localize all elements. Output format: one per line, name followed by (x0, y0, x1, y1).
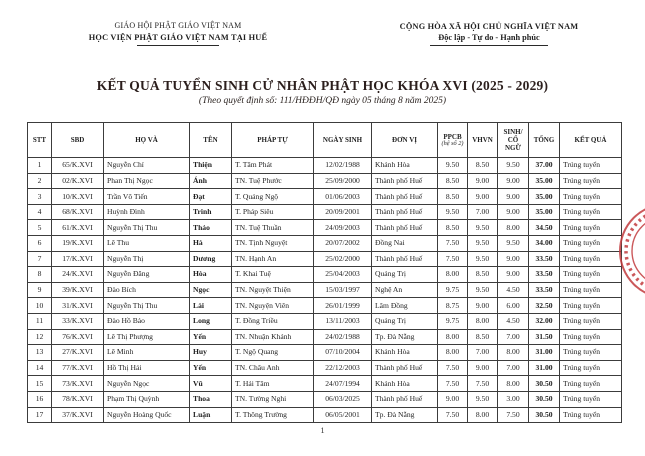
cell-sinh-co-ngu: 8.00 (498, 345, 529, 361)
cell-ten: Huy (190, 345, 232, 361)
table-row (28, 251, 622, 267)
cell-ket-qua: Trúng tuyển (560, 329, 622, 345)
cell-phap-tu: TN. Nguyện Viên (232, 298, 314, 314)
cell-ppcb: 7.50 (438, 235, 468, 251)
cell-sinh-co-ngu: 3.00 (498, 391, 529, 407)
table-row (28, 235, 622, 251)
cell-ten: Dương (190, 251, 232, 267)
cell-phap-tu: TN. Tường Nghi (232, 391, 314, 407)
cell-phap-tu: TN. Tuệ Thuần (232, 220, 314, 236)
cell-stt: 2 (28, 173, 52, 189)
cell-ngay-sinh: 24/07/1994 (314, 376, 372, 392)
cell-tong: 30.50 (529, 407, 560, 423)
cell-tong: 35.00 (529, 189, 560, 205)
cell-sinh-co-ngu: 4.50 (498, 282, 529, 298)
cell-ho-va: Trần Võ Tiến (104, 189, 190, 205)
cell-tong: 35.00 (529, 173, 560, 189)
cell-ket-qua: Trúng tuyển (560, 267, 622, 283)
cell-vhvn: 9.50 (468, 391, 498, 407)
cell-ppcb: 8.00 (438, 267, 468, 283)
cell-tong: 31.00 (529, 360, 560, 376)
cell-ten: Yến (190, 360, 232, 376)
cell-ho-va: Đào Bích (104, 282, 190, 298)
header-right-divider (430, 45, 548, 46)
table-row (28, 204, 622, 220)
cell-ten: Lài (190, 298, 232, 314)
cell-ngay-sinh: 12/02/1988 (314, 158, 372, 174)
cell-ho-va: Đào Hồ Bảo (104, 313, 190, 329)
republic-motto-line1: CỘNG HÒA XÃ HỘI CHỦ NGHĨA VIỆT NAM (399, 22, 579, 31)
table-row (28, 313, 622, 329)
cell-stt: 13 (28, 345, 52, 361)
cell-stt: 6 (28, 235, 52, 251)
cell-ten: Vũ (190, 376, 232, 392)
cell-vhvn: 7.00 (468, 204, 498, 220)
cell-ten: Hòa (190, 267, 232, 283)
cell-phap-tu: T. Quảng Ngộ (232, 189, 314, 205)
cell-sbd: 17/K.XVI (52, 251, 104, 267)
cell-ngay-sinh: 24/09/2003 (314, 220, 372, 236)
cell-stt: 8 (28, 267, 52, 283)
col-header-vhvn: VHVN (468, 123, 498, 158)
cell-phap-tu: TN. Nhuận Khánh (232, 329, 314, 345)
cell-ket-qua: Trúng tuyển (560, 158, 622, 174)
cell-ket-qua: Trúng tuyển (560, 376, 622, 392)
cell-don-vi: Thành phố Huế (372, 220, 438, 236)
cell-ngay-sinh: 25/09/2000 (314, 173, 372, 189)
cell-stt: 10 (28, 298, 52, 314)
col-header-sbd: SBD (52, 123, 104, 158)
cell-don-vi: Nghệ An (372, 282, 438, 298)
table-header (28, 123, 622, 158)
cell-sinh-co-ngu: 7.00 (498, 360, 529, 376)
cell-ppcb: 9.00 (438, 391, 468, 407)
table-row (28, 189, 622, 205)
cell-don-vi: Thành phố Huế (372, 251, 438, 267)
col-header-tong: TỔNG (529, 123, 560, 158)
cell-vhvn: 7.50 (468, 376, 498, 392)
cell-stt: 9 (28, 282, 52, 298)
cell-don-vi: Quảng Trị (372, 267, 438, 283)
institution-parent-line: GIÁO HỘI PHẬT GIÁO VIỆT NAM (114, 21, 242, 30)
cell-ppcb: 8.50 (438, 220, 468, 236)
cell-vhvn: 8.50 (468, 158, 498, 174)
cell-phap-tu: TN. Tịnh Nguyệt (232, 235, 314, 251)
cell-tong: 32.00 (529, 313, 560, 329)
cell-ho-va: Hồ Thị Hải (104, 360, 190, 376)
cell-tong: 34.00 (529, 235, 560, 251)
cell-stt: 11 (28, 313, 52, 329)
cell-sbd: 73/K.XVI (52, 376, 104, 392)
cell-sbd: 76/K.XVI (52, 329, 104, 345)
table-row (28, 282, 622, 298)
cell-ten: Luận (190, 407, 232, 423)
cell-phap-tu: T. Đồng Triều (232, 313, 314, 329)
cell-ngay-sinh: 20/07/2002 (314, 235, 372, 251)
cell-sbd: 10/K.XVI (52, 189, 104, 205)
cell-phap-tu: TN. Châu Anh (232, 360, 314, 376)
col-header-ket-qua: KẾT QUẢ (560, 123, 622, 158)
cell-stt: 4 (28, 204, 52, 220)
cell-tong: 33.50 (529, 251, 560, 267)
cell-vhvn: 9.50 (468, 282, 498, 298)
document-title: KẾT QUẢ TUYỂN SINH CỬ NHÂN PHẬT HỌC KHÓA XVI (2025 - 2029) (96, 78, 549, 93)
cell-vhvn: 9.50 (468, 235, 498, 251)
cell-tong: 31.00 (529, 345, 560, 361)
republic-motto-line2: Độc lập - Tự do - Hạnh phúc (438, 33, 540, 43)
cell-stt: 12 (28, 329, 52, 345)
header-left-divider (137, 45, 219, 46)
cell-ho-va: Lê Thị Phượng (104, 329, 190, 345)
cell-sinh-co-ngu: 6.00 (498, 298, 529, 314)
cell-stt: 7 (28, 251, 52, 267)
cell-sbd: 78/K.XVI (52, 391, 104, 407)
table-row (28, 345, 622, 361)
cell-don-vi: Thành phố Huế (372, 204, 438, 220)
cell-phap-tu: T. Khai Tuệ (232, 267, 314, 283)
cell-ten: Thảo (190, 220, 232, 236)
cell-sinh-co-ngu: 7.50 (498, 407, 529, 423)
col-header-sinh-co-ngu: SINH/ CỔ NGỮ (498, 123, 529, 158)
cell-sbd: 37/K.XVI (52, 407, 104, 423)
cell-ppcb: 7.50 (438, 376, 468, 392)
cell-ket-qua: Trúng tuyển (560, 298, 622, 314)
cell-ten: Đạt (190, 189, 232, 205)
cell-ppcb: 8.75 (438, 298, 468, 314)
cell-don-vi: Thành phố Huế (372, 391, 438, 407)
table-row (28, 407, 622, 423)
cell-tong: 33.50 (529, 282, 560, 298)
cell-phap-tu: T. Thông Trường (232, 407, 314, 423)
cell-sbd: 27/K.XVI (52, 345, 104, 361)
cell-sinh-co-ngu: 7.00 (498, 329, 529, 345)
cell-stt: 5 (28, 220, 52, 236)
cell-ngay-sinh: 25/04/2003 (314, 267, 372, 283)
cell-ket-qua: Trúng tuyển (560, 189, 622, 205)
cell-ten: Ngọc (190, 282, 232, 298)
cell-ho-va: Lê Minh (104, 345, 190, 361)
cell-ppcb: 7.50 (438, 407, 468, 423)
cell-ngay-sinh: 25/02/2000 (314, 251, 372, 267)
cell-tong: 32.50 (529, 298, 560, 314)
cell-ket-qua: Trúng tuyển (560, 251, 622, 267)
cell-sbd: 31/K.XVI (52, 298, 104, 314)
cell-ppcb: 8.50 (438, 189, 468, 205)
cell-ho-va: Nguyễn Thị (104, 251, 190, 267)
cell-ngay-sinh: 07/10/2004 (314, 345, 372, 361)
table-row (28, 173, 622, 189)
cell-don-vi: Đồng Nai (372, 235, 438, 251)
cell-ten: Thiện (190, 158, 232, 174)
col-header-phap-tu: PHÁP TỰ (232, 123, 314, 158)
cell-vhvn: 9.50 (468, 251, 498, 267)
cell-sbd: 77/K.XVI (52, 360, 104, 376)
col-header-ppcb (438, 123, 468, 158)
cell-ho-va: Lê Thu (104, 235, 190, 251)
results-tbody (28, 158, 622, 423)
cell-don-vi: Quảng Trị (372, 313, 438, 329)
cell-sbd: 65/K.XVI (52, 158, 104, 174)
cell-sinh-co-ngu: 9.00 (498, 189, 529, 205)
cell-ppcb: 9.50 (438, 204, 468, 220)
cell-ket-qua: Trúng tuyển (560, 360, 622, 376)
cell-ket-qua: Trúng tuyển (560, 407, 622, 423)
red-seal-stamp-icon (617, 201, 645, 301)
cell-sbd: 68/K.XVI (52, 204, 104, 220)
cell-tong: 34.50 (529, 220, 560, 236)
admission-results-table (27, 122, 622, 423)
col-header-ho-va: HỌ VÀ (104, 123, 190, 158)
cell-phap-tu: TN. Hạnh An (232, 251, 314, 267)
cell-vhvn: 8.50 (468, 267, 498, 283)
cell-ppcb: 9.50 (438, 158, 468, 174)
cell-ngay-sinh: 06/03/2025 (314, 391, 372, 407)
cell-ket-qua: Trúng tuyển (560, 345, 622, 361)
cell-don-vi: Thành phố Huế (372, 360, 438, 376)
col-header-ppcb-note: (hệ số 2) (441, 139, 464, 147)
cell-ho-va: Nguyễn Hoàng Quốc (104, 407, 190, 423)
cell-sbd: 61/K.XVI (52, 220, 104, 236)
cell-sinh-co-ngu: 8.00 (498, 220, 529, 236)
cell-sinh-co-ngu: 9.00 (498, 173, 529, 189)
cell-phap-tu: T. Hải Tâm (232, 376, 314, 392)
cell-ppcb: 7.50 (438, 360, 468, 376)
cell-don-vi: Khánh Hòa (372, 376, 438, 392)
cell-ket-qua: Trúng tuyển (560, 173, 622, 189)
table-header-row (28, 123, 622, 158)
cell-stt: 1 (28, 158, 52, 174)
cell-tong: 37.00 (529, 158, 560, 174)
document-subtitle: (Theo quyết định số: 111/HĐĐH/QĐ ngày 05 tháng 8 năm 2025) (198, 96, 447, 106)
cell-don-vi: Lâm Đồng (372, 298, 438, 314)
cell-stt: 15 (28, 376, 52, 392)
cell-ppcb: 8.00 (438, 329, 468, 345)
cell-ten: Long (190, 313, 232, 329)
col-header-don-vi: ĐƠN VỊ (372, 123, 438, 158)
cell-vhvn: 9.00 (468, 173, 498, 189)
cell-ten: Trinh (190, 204, 232, 220)
cell-ten: Ánh (190, 173, 232, 189)
cell-phap-tu: TN. Nguyệt Thiện (232, 282, 314, 298)
cell-sbd: 33/K.XVI (52, 313, 104, 329)
cell-ket-qua: Trúng tuyển (560, 282, 622, 298)
table-row (28, 220, 622, 236)
cell-ten: Hà (190, 235, 232, 251)
table-row (28, 298, 622, 314)
table-row (28, 329, 622, 345)
table-row (28, 360, 622, 376)
cell-ten: Yến (190, 329, 232, 345)
cell-ppcb: 9.75 (438, 282, 468, 298)
cell-sinh-co-ngu: 9.50 (498, 158, 529, 174)
table-row (28, 267, 622, 283)
cell-sinh-co-ngu: 8.00 (498, 376, 529, 392)
cell-ho-va: Huỳnh Đình (104, 204, 190, 220)
cell-tong: 30.50 (529, 376, 560, 392)
cell-tong: 35.00 (529, 204, 560, 220)
cell-ket-qua: Trúng tuyển (560, 220, 622, 236)
cell-ppcb: 7.50 (438, 251, 468, 267)
cell-ngay-sinh: 01/06/2003 (314, 189, 372, 205)
cell-don-vi: Thành phố Huế (372, 173, 438, 189)
cell-don-vi: Tp. Đà Nẵng (372, 407, 438, 423)
cell-tong: 30.50 (529, 391, 560, 407)
cell-ngay-sinh: 13/11/2003 (314, 313, 372, 329)
cell-sbd: 19/K.XVI (52, 235, 104, 251)
cell-ho-va: Nguyễn Ngọc (104, 376, 190, 392)
col-header-ten: TÊN (190, 123, 232, 158)
cell-ppcb: 9.75 (438, 313, 468, 329)
cell-sinh-co-ngu: 9.00 (498, 204, 529, 220)
cell-ket-qua: Trúng tuyển (560, 204, 622, 220)
cell-stt: 14 (28, 360, 52, 376)
cell-ket-qua: Trúng tuyển (560, 235, 622, 251)
cell-phap-tu: TN. Tuệ Phước (232, 173, 314, 189)
cell-ket-qua: Trúng tuyển (560, 313, 622, 329)
cell-stt: 3 (28, 189, 52, 205)
cell-sbd: 24/K.XVI (52, 267, 104, 283)
cell-ppcb: 8.50 (438, 173, 468, 189)
cell-ngay-sinh: 06/05/2001 (314, 407, 372, 423)
cell-vhvn: 7.00 (468, 345, 498, 361)
cell-ho-va: Nguyễn Đăng (104, 267, 190, 283)
table-row (28, 376, 622, 392)
cell-stt: 17 (28, 407, 52, 423)
cell-sinh-co-ngu: 9.50 (498, 235, 529, 251)
cell-sinh-co-ngu: 9.00 (498, 251, 529, 267)
cell-vhvn: 8.50 (468, 329, 498, 345)
cell-ngay-sinh: 22/12/2003 (314, 360, 372, 376)
cell-don-vi: Tp. Đà Nẵng (372, 329, 438, 345)
cell-don-vi: Khánh Hòa (372, 158, 438, 174)
cell-sbd: 39/K.XVI (52, 282, 104, 298)
cell-phap-tu: T. Pháp Siêu (232, 204, 314, 220)
table-row (28, 158, 622, 174)
cell-tong: 33.50 (529, 267, 560, 283)
cell-sinh-co-ngu: 9.00 (498, 267, 529, 283)
cell-vhvn: 9.00 (468, 189, 498, 205)
cell-vhvn: 9.50 (468, 220, 498, 236)
header-institution (28, 21, 328, 46)
cell-stt: 16 (28, 391, 52, 407)
cell-vhvn: 9.00 (468, 360, 498, 376)
cell-ppcb: 8.00 (438, 345, 468, 361)
cell-ngay-sinh: 26/01/1999 (314, 298, 372, 314)
header-republic (348, 21, 630, 46)
cell-phap-tu: T. Ngộ Quang (232, 345, 314, 361)
page-number: 1 (320, 425, 325, 435)
cell-phap-tu: T. Tâm Phát (232, 158, 314, 174)
cell-ho-va: Phạm Thị Quỳnh (104, 391, 190, 407)
cell-ho-va: Nguyễn Thị Thu (104, 220, 190, 236)
institution-name-line: HỌC VIỆN PHẬT GIÁO VIỆT NAM TẠI HUẾ (88, 32, 268, 42)
cell-ho-va: Nguyễn Chí (104, 158, 190, 174)
cell-ket-qua: Trúng tuyển (560, 391, 622, 407)
cell-sbd: 02/K.XVI (52, 173, 104, 189)
cell-vhvn: 8.00 (468, 313, 498, 329)
cell-ho-va: Nguyễn Thị Thu (104, 298, 190, 314)
cell-ngay-sinh: 24/02/1988 (314, 329, 372, 345)
cell-ngay-sinh: 20/09/2001 (314, 204, 372, 220)
cell-vhvn: 8.00 (468, 407, 498, 423)
cell-don-vi: Khánh Hòa (372, 345, 438, 361)
table-row (28, 391, 622, 407)
cell-ho-va: Phan Thị Ngọc (104, 173, 190, 189)
cell-ten: Thoa (190, 391, 232, 407)
cell-don-vi: Thành phố Huế (372, 189, 438, 205)
cell-sinh-co-ngu: 4.50 (498, 313, 529, 329)
cell-ngay-sinh: 15/03/1997 (314, 282, 372, 298)
col-header-ngay-sinh: NGÀY SINH (314, 123, 372, 158)
col-header-ppcb-label: PPCB (443, 132, 462, 141)
cell-tong: 31.50 (529, 329, 560, 345)
col-header-stt: STT (28, 123, 52, 158)
cell-vhvn: 9.00 (468, 298, 498, 314)
